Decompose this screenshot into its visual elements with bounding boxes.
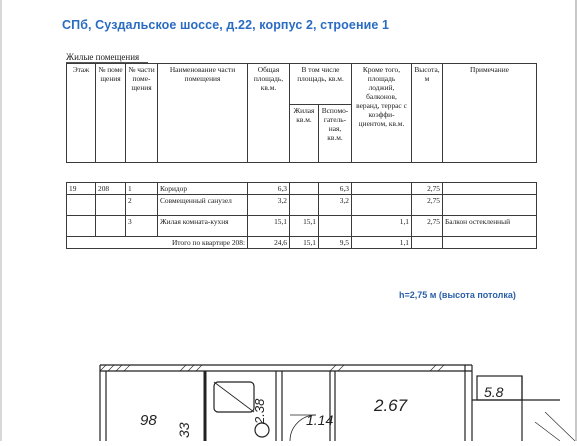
cell-name: Жилая комната-кухня [158,216,248,237]
plan-area-label: 1.14 [306,412,334,428]
header-incl: В том числе площадь, кв.м. [290,64,352,105]
cell-extra [352,195,412,216]
cell-extra: 1,1 [352,216,412,237]
header-total-area: Общая площадь, кв.м. [248,64,290,163]
cell-part: 3 [126,216,158,237]
cell-part: 1 [126,183,158,195]
header-floor: Этаж [67,64,96,163]
total-living: 15,1 [290,237,319,249]
cell-name: Коридор [158,183,248,195]
plan-dimension-label: 2.38 [252,398,267,424]
total-note-empty [443,237,537,249]
cell-part: 2 [126,195,158,216]
cell-floor: 19 [67,183,96,195]
header-incl-aux: Вспомо- гатель- ная, кв.м. [319,105,352,163]
cell-aux [319,216,352,237]
plan-dimension-label: 5.8 [484,384,504,400]
cell-extra [352,183,412,195]
cell-floor [67,195,96,216]
cell-note [443,195,537,216]
cell-room [96,216,126,237]
total-extra: 1,1 [352,237,412,249]
header-note: Примечание [443,64,537,163]
cell-room [96,195,126,216]
plan-area-label: 2.67 [374,396,408,415]
rooms-table-header [66,63,537,163]
total-row [67,237,537,249]
table-row [67,195,537,216]
cell-aux: 6,3 [319,183,352,195]
cell-height: 2,75 [412,195,443,216]
cell-name: Совмещенный санузел [158,195,248,216]
cell-height: 2,75 [412,183,443,195]
total-aux: 9,5 [319,237,352,249]
cell-total: 3,2 [248,195,290,216]
cell-floor [67,216,96,237]
plan-dimension-label: 98 [140,412,157,429]
table-row [67,216,537,237]
header-height: Высота, м [412,64,443,163]
cell-total: 15,1 [248,216,290,237]
header-room-no: № поме щения [96,64,126,163]
address-title: СПб, Суздальское шоссе, д.22, корпус 2, строение 1 [62,18,390,32]
floor-plan [0,352,577,441]
cell-height: 2,75 [412,216,443,237]
cell-room: 208 [96,183,126,195]
total-height-empty [412,237,443,249]
header-incl-living: Жилая кв.м. [290,105,319,163]
header-extra: Кроме того, площадь лоджий, балконов, веранд, террас с коэффи- циентом, кв.м. [352,64,412,163]
cell-note: Балкон остекленный [443,216,537,237]
header-name: Наименование части помещения [158,64,248,163]
cell-aux: 3,2 [319,195,352,216]
cell-note [443,183,537,195]
table-caption: Жилые помещения [66,52,140,62]
ceiling-height-note: h=2,75 м (высота потолка) [399,290,516,300]
rooms-table-body [66,182,537,249]
cell-living [290,183,319,195]
plan-dimension-label: 33 [176,422,192,438]
total-area: 24,6 [248,237,290,249]
table-row [67,183,537,195]
cell-living: 15,1 [290,216,319,237]
header-part-no: № части поме- щения [126,64,158,163]
cell-total: 6,3 [248,183,290,195]
cell-living [290,195,319,216]
total-label: Итого по квартире 208: [67,237,248,249]
